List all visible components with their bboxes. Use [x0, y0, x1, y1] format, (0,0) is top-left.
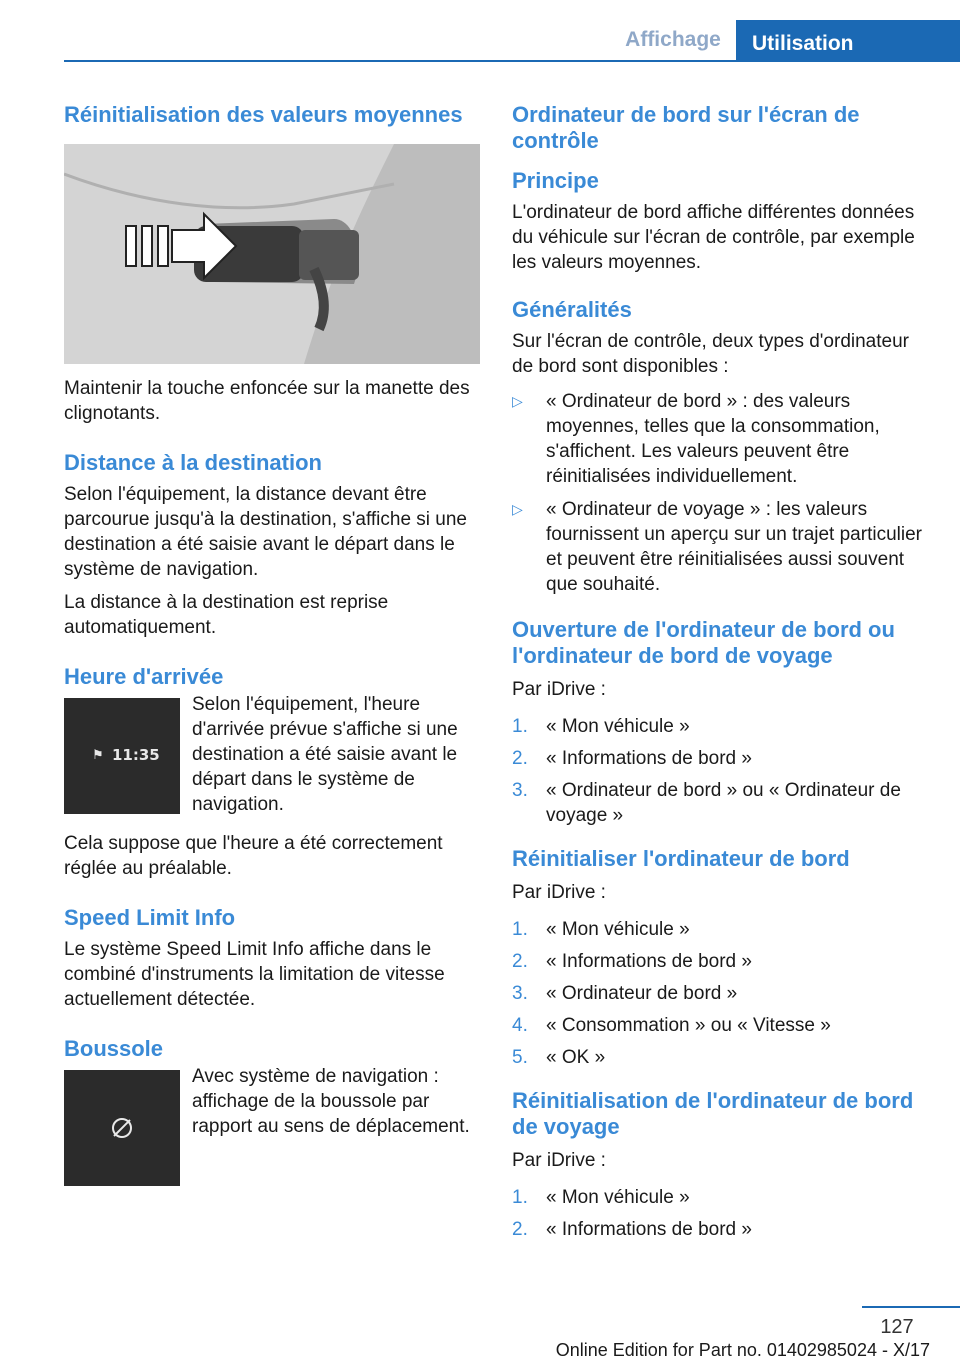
turn-signal-lever-illustration	[64, 144, 480, 364]
step-text: « Ordinateur de bord »	[546, 983, 738, 1004]
step-text: « Informations de bord »	[546, 748, 752, 769]
step-text: « Mon véhicule »	[546, 919, 690, 940]
left-column	[64, 102, 480, 1186]
paragraph-speed-limit: Le système Speed Limit Info affiche dans le combiné d'instruments la limitation de vitesse actuellement détectée.	[64, 939, 445, 1010]
paragraph-general: Sur l'écran de contrôle, deux types d'ordinateur de bord sont disponibles :	[512, 331, 909, 377]
list-item: 2. « Informations de bord »	[512, 748, 752, 769]
paragraph-arrival-1: Selon l'équipement, l'heure d'arrivée prévue s'affiche si une destination a été saisie avant le départ dans le système de navigation.	[192, 694, 458, 815]
list-item: 1. « Mon véhicule »	[512, 1187, 690, 1208]
lever-drawing	[64, 144, 480, 364]
steps-reset-list	[512, 917, 928, 1070]
paragraph-via-idrive: Par iDrive :	[512, 679, 606, 700]
computer-types-list	[512, 389, 928, 597]
list-item-text: « Ordinateur de bord » : des valeurs moyennes, telles que la consommation, s'affichent. Les valeurs peuvent être réinitialisées individuellement.	[546, 391, 880, 487]
step-text: « Ordinateur de bord » ou « Ordinateur de voyage »	[546, 780, 901, 826]
step-text: « Consommation » ou « Vitesse »	[546, 1015, 831, 1036]
paragraph-via-idrive: Par iDrive :	[512, 882, 606, 903]
steps-trip-list	[512, 1185, 928, 1242]
compass-icon	[64, 1070, 180, 1186]
paragraph-via-idrive: Par iDrive :	[512, 1150, 606, 1171]
paragraph-arrival-2: Cela suppose que l'heure a été correctement réglée au préalable.	[64, 833, 443, 879]
paragraph-principle: L'ordinateur de bord affiche différentes données du véhicule sur l'écran de contrôle, par exemple les valeurs moyennes.	[512, 202, 915, 273]
list-item: 2. « Informations de bord »	[512, 1219, 752, 1240]
list-item: 5. « OK »	[512, 1047, 606, 1068]
compass-screen	[64, 1070, 180, 1186]
destination-flag-icon: ⚑	[92, 747, 104, 762]
heading-distance-destination: Distance à la destination	[64, 450, 322, 475]
list-item: 4. « Consommation » ou « Vitesse »	[512, 1015, 831, 1036]
arrival-time-screen	[64, 698, 180, 814]
edition-note: Online Edition for Part no. 01402985024 - X/17	[555, 1340, 930, 1360]
step-text: « Informations de bord »	[546, 1219, 752, 1240]
section-tab-affichage[interactable]: Affichage	[625, 28, 721, 51]
heading-general: Généralités	[512, 297, 632, 322]
list-item	[512, 497, 928, 597]
step-text: « OK »	[546, 1047, 606, 1068]
heading-reset-trip-computer: Réinitialisation de l'ordinateur de bord de voyage	[512, 1088, 914, 1139]
list-item: 1. « Mon véhicule »	[512, 919, 690, 940]
heading-reset-onboard-computer: Réinitialiser l'ordinateur de bord	[512, 846, 850, 871]
heading-speed-limit-info: Speed Limit Info	[64, 905, 236, 930]
arrival-time-block	[64, 692, 480, 817]
paragraph-hold-button: Maintenir la touche enfoncée sur la manette des clignotants.	[64, 378, 470, 424]
triangle-bullet-icon: ▷	[512, 393, 523, 409]
list-item	[512, 389, 928, 489]
footer-rule	[862, 1306, 960, 1308]
list-item: 2. « Informations de bord »	[512, 951, 752, 972]
heading-reset-averages: Réinitialisation des valeurs moyennes	[64, 102, 463, 127]
paragraph-distance-1: Selon l'équipement, la distance devant être parcourue jusqu'à la destination, s'affiche si une destination a été saisie avant le départ dans le système de navigation.	[64, 484, 467, 580]
list-item: 3. « Ordinateur de bord »	[512, 983, 738, 1004]
step-text: « Mon véhicule »	[546, 716, 690, 737]
heading-compass: Boussole	[64, 1036, 164, 1061]
step-text: « Mon véhicule »	[546, 1187, 690, 1208]
section-tab-utilisation[interactable]: Utilisation	[736, 20, 960, 62]
list-item: 1. « Mon véhicule »	[512, 716, 690, 737]
right-column	[512, 102, 928, 1249]
heading-arrival-time: Heure d'arrivée	[64, 664, 224, 689]
list-item-text: « Ordinateur de voyage » : les valeurs fournissent un aperçu sur un trajet particulier et peuvent être réinitialisées aussi souvent que souhaité.	[546, 499, 922, 595]
paragraph-distance-2: La distance à la destination est reprise automatiquement.	[64, 592, 389, 638]
paragraph-compass: Avec système de navigation : affichage de la boussole par rapport au sens de déplacement.	[192, 1066, 470, 1137]
page-number: 127	[880, 1316, 914, 1338]
compass-block	[64, 1064, 480, 1186]
heading-principle: Principe	[512, 168, 599, 193]
triangle-bullet-icon: ▷	[512, 501, 523, 517]
heading-open-onboard-computer: Ouverture de l'ordinateur de bord ou l'ordinateur de bord de voyage	[512, 617, 895, 668]
list-item: 3. « Ordinateur de bord » ou « Ordinateur de voyage »	[512, 780, 901, 826]
header-rule	[64, 60, 960, 62]
step-text: « Informations de bord »	[546, 951, 752, 972]
steps-open-list	[512, 714, 928, 828]
arrival-time-value: 11:35	[112, 746, 160, 764]
heading-onboard-computer-screen: Ordinateur de bord sur l'écran de contrôle	[512, 102, 860, 153]
